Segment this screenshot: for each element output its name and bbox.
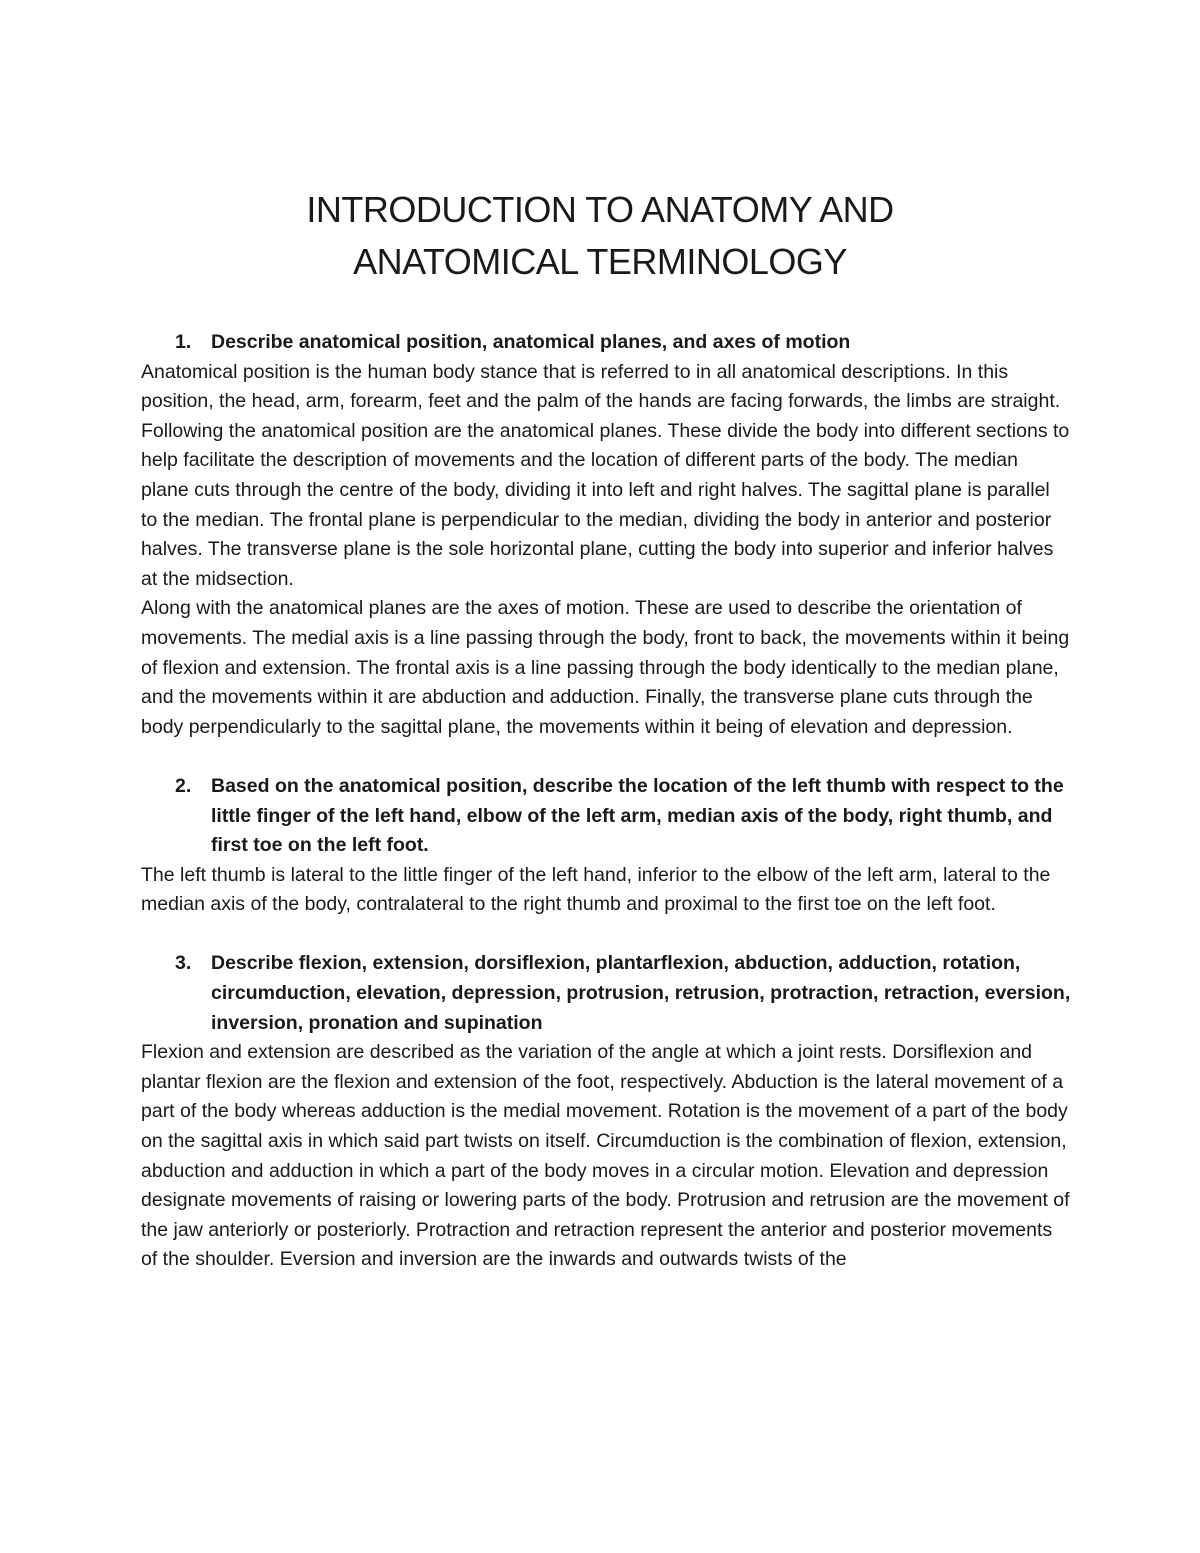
question-3-heading [141, 949, 1071, 1038]
question-number: 1. [175, 331, 192, 353]
answer-3 [141, 1038, 1071, 1275]
answer-paragraph: Along with the anatomical planes are the axes of motion. These are used to describe the orientation of movements. The medial axis is a line passing through the body, front to back, the movements within it being of flexion and extension. The frontal axis is a line passing through the body identically to the median plane, and the movements within it are abduction and adduction. Finally, the transverse plane cuts through the body perpendicularly to the sagittal plane, the movements within it being of elevation and depression. [141, 597, 1070, 738]
question-text: Describe flexion, extension, dorsiflexion, plantarflexion, abduction, adduction, rotation, circumduction, elevation, depression, protrusion, retrusion, protraction, retraction, eversion, inversion, pronation and supination [211, 952, 1071, 1034]
title-line-1: INTRODUCTION TO ANATOMY AND [306, 189, 894, 230]
spacer [141, 920, 1071, 950]
spacer [141, 742, 1071, 772]
question-number: 2. [175, 774, 192, 797]
question-number: 3. [175, 952, 192, 975]
question-1-heading [141, 328, 1071, 358]
answer-paragraph: Following the anatomical position are the anatomical planes. These divide the body into different sections to help facilitate the description of movements and the location of different parts of the body. The median plane cuts through the centre of the body, dividing it into left and right halves. The sagittal plane is parallel to the median. The frontal plane is perpendicular to the median, dividing the body in anterior and posterior halves. The transverse plane is the sole horizontal plane, cutting the body into superior and inferior halves at the midsection. [141, 419, 1070, 590]
document-body [141, 328, 1071, 1275]
page-title [0, 184, 1200, 288]
answer-paragraph: Flexion and extension are described as the variation of the angle at which a joint rests. Dorsiflexion and plantar flexion are the flexion and extension of the foot, respectively. Abduction is the lateral movement of a part of the body whereas adduction is the medial movement. Rotation is the movement of a part of the body on the sagittal axis in which said part twists on itself. Circumduction is the combination of flexion, extension, abduction and adduction in which a part of the body moves in a circular motion. Elevation and depression designate movements of raising or lowering parts of the body. Protrusion and retrusion are the movement of the jaw anteriorly or posteriorly. Protraction and retraction represent the anterior and posterior movements of the shoulder. Eversion and inversion are the inwards and outwards twists of the [141, 1041, 1070, 1271]
title-line-2: ANATOMICAL TERMINOLOGY [353, 241, 847, 282]
question-2-heading [141, 772, 1071, 861]
answer-1 [141, 358, 1071, 743]
answer-2 [141, 861, 1071, 920]
question-text: Describe anatomical position, anatomical planes, and axes of motion [211, 331, 851, 353]
answer-paragraph: The left thumb is lateral to the little finger of the left hand, inferior to the elbow of the left arm, lateral to the median axis of the body, contralateral to the right thumb and proximal to the first toe on the left foot. [141, 863, 1051, 916]
answer-paragraph: Anatomical position is the human body stance that is referred to in all anatomical descriptions. In this position, the head, arm, forearm, feet and the palm of the hands are facing forwards, the limbs are straight. [141, 360, 1061, 413]
question-text: Based on the anatomical position, describe the location of the left thumb with respect to the little finger of the left hand, elbow of the left arm, median axis of the body, right thumb, and first toe on the left foot. [211, 774, 1064, 857]
